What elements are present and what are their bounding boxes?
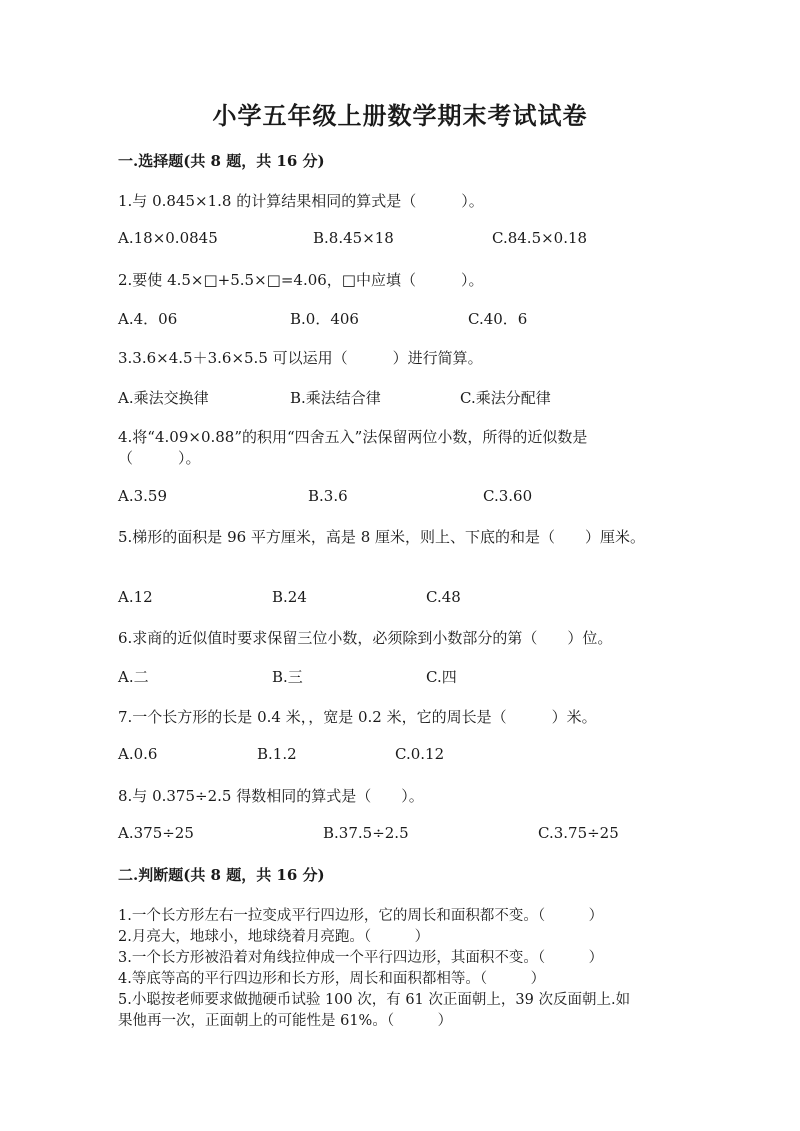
question-5: 5.梯形的面积是 96 平方厘米，高是 8 厘米，则上、下底的和是（ ）厘米。 [118, 528, 646, 546]
question-4-option-b: B.3.6 [308, 487, 348, 505]
question-4-option-a: A.3.59 [118, 487, 167, 505]
question-2: 2.要使 4.5×□+5.5×□=4.06，□中应填（ ）。 [118, 271, 484, 289]
question-6: 6.求商的近似值时要求保留三位小数，必须除到小数部分的第（ ）位。 [118, 629, 613, 647]
question-3-option-c: C.乘法分配律 [460, 389, 551, 407]
question-2-option-b: B.0．406 [290, 310, 359, 328]
section-heading-choice: 一.选择题(共 8 题，共 16 分) [118, 152, 325, 170]
question-5-option-c: C.48 [426, 588, 461, 606]
question-4-line-1: 4.将“4.09×0.88”的积用“四舍五入”法保留两位小数，所得的近似数是 [118, 428, 588, 446]
judgement-item-3: 3.一个长方形被沿着对角线拉伸成一个平行四边形，其面积不变。（ ） [118, 950, 604, 966]
judgement-item-4: 4.等底等高的平行四边形和长方形，周长和面积都相等。（ ） [118, 971, 546, 987]
question-8-option-c: C.3.75÷25 [538, 824, 619, 842]
question-7-option-a: A.0.6 [118, 745, 158, 763]
question-1-option-b: B.8.45×18 [313, 229, 394, 247]
question-5-option-b: B.24 [272, 588, 307, 606]
question-3: 3.3.6×4.5＋3.6×5.5 可以运用（ ）进行简算。 [118, 349, 483, 367]
question-8: 8.与 0.375÷2.5 得数相同的算式是（ ）。 [118, 787, 424, 805]
question-1-option-a: A.18×0.0845 [118, 229, 218, 247]
judgement-item-1: 1.一个长方形左右一拉变成平行四边形，它的周长和面积都不变。（ ） [118, 908, 604, 924]
section-heading-judgement: 二.判断题(共 8 题，共 16 分) [118, 866, 325, 884]
question-1-option-c: C.84.5×0.18 [492, 229, 588, 247]
question-8-option-a: A.375÷25 [118, 824, 194, 842]
question-1: 1.与 0.845×1.8 的计算结果相同的算式是（ ）。 [118, 192, 484, 210]
question-6-option-c: C.四 [426, 668, 457, 686]
question-8-option-b: B.37.5÷2.5 [323, 824, 409, 842]
question-3-option-b: B.乘法结合律 [290, 389, 381, 407]
question-7-option-c: C.0.12 [395, 745, 445, 763]
page-title: 小学五年级上册数学期末考试试卷 [212, 101, 588, 130]
judgement-item-5-line-1: 5.小聪按老师要求做抛硬币试验 100 次，有 61 次正面朝上，39 次反面朝上.如 [118, 992, 631, 1008]
question-6-option-b: B.三 [272, 668, 303, 686]
question-4-option-c: C.3.60 [483, 487, 533, 505]
question-2-option-c: C.40．6 [468, 310, 528, 328]
question-2-option-a: A.4．06 [118, 310, 178, 328]
judgement-item-5-line-2: 果他再一次，正面朝上的可能性是 61%。（ ） [118, 1013, 453, 1029]
question-7: 7.一个长方形的长是 0.4 米，，宽是 0.2 米，它的周长是（ ）米。 [118, 708, 597, 726]
judgement-item-2: 2.月亮大，地球小，地球绕着月亮跑。（ ） [118, 929, 430, 945]
question-7-option-b: B.1.2 [257, 745, 297, 763]
question-4-line-2: （ ）。 [118, 449, 201, 467]
question-3-option-a: A.乘法交换律 [118, 389, 209, 407]
question-6-option-a: A.二 [118, 668, 149, 686]
question-5-option-a: A.12 [118, 588, 153, 606]
